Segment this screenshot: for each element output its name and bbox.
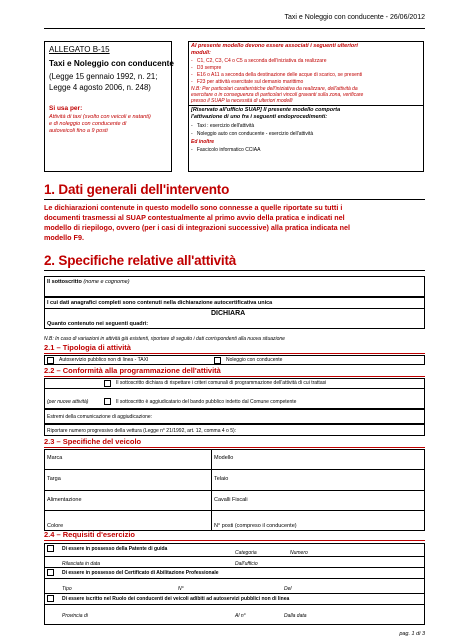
taxi-checkbox[interactable] [47, 357, 54, 364]
section-2-1-title: 2.1 – Tipologia di attività [44, 343, 131, 352]
info-item-4: - F23 per attività esercitate sul demanio marittimo [191, 79, 304, 85]
programmazione-divider-1 [44, 388, 425, 389]
section-2-title: 2. Specifiche relative all'attività [44, 253, 237, 268]
section-2-4-rule [44, 540, 425, 541]
requisiti-divider-5 [44, 604, 425, 605]
info-heading-1: Al presente modello devono essere associati i seguenti ulteriori [191, 43, 358, 49]
section-2-4-title: 2.4 – Requisiti d'esercizio [44, 530, 135, 539]
taxi-option-label: Autoservizio pubblico non di linea - TAXI [59, 357, 149, 363]
endo-item-2: - Noleggio auto con conducente - esercizio dell'attività [191, 131, 314, 137]
rispettare-checkbox[interactable] [104, 380, 111, 387]
ncc-option-label: Noleggio con conducente [226, 357, 283, 363]
ufficio-label: Dall'ufficio [235, 561, 258, 567]
uso-line-2: e di noleggio con conducente di [49, 121, 127, 127]
numero-label: Numero [290, 550, 308, 556]
allegato-law-1: (Legge 15 gennaio 1992, n. 21; [49, 72, 158, 81]
aggiudicatario-label: Il sottoscritto è aggiudicatario del bando pubblico indetto dal Comune competente [116, 399, 297, 405]
ruolo-label: Di essere iscritto nel Ruolo dei conducenti dei veicoli adibiti ad autoservizi pubblici non di linea [62, 596, 290, 602]
estremi-label: Estremi della comunicazione di aggiudicazione: [47, 414, 153, 420]
section-1-rule [44, 199, 425, 200]
targa-label: Targa [47, 476, 61, 482]
requisiti-divider-2 [44, 567, 425, 568]
nb-variazioni: N.B: In caso di variazioni in attività già esistenti, riportare di seguito i dati corrispondenti alla nuova situazione [44, 336, 285, 342]
section-2-2-rule [44, 376, 425, 377]
ncc-checkbox[interactable] [214, 357, 221, 364]
page-number: pag. 1 di 3 [399, 631, 425, 637]
info-nb-2: esercitare o in conseguenza di particolari vincoli gravanti sulla zona, verificare [191, 92, 364, 98]
tipo-label: Tipo [62, 586, 72, 592]
veicolo-row-divider-2 [44, 490, 425, 491]
section-1-text-3: modello di riepilogo, ovvero (per i casi di integrazioni successive) alla pratica indicata nel [44, 223, 350, 232]
patente-label: Di essere in possesso della Patente di guida [62, 546, 168, 552]
ruolo-checkbox[interactable] [47, 595, 54, 602]
posti-label: N° posti (compreso il conducente) [214, 523, 297, 529]
cap-label: Di essere in possesso del Certificato di Abilitazione Professionale [62, 570, 219, 576]
uso-line-1: Attività di taxi (svolto con veicoli e natanti) [49, 114, 151, 120]
veicolo-row-divider-3 [44, 510, 425, 511]
section-2-2-title: 2.2 – Conformità alla programmazione dell'attività [44, 366, 221, 375]
nuove-attivita-label: (per nuove attività) [47, 399, 89, 405]
aln-label: Al n° [235, 613, 246, 619]
cap-checkbox[interactable] [47, 569, 54, 576]
dichiara-label: DICHIARA [211, 310, 246, 317]
section-2-1-rule [44, 353, 425, 354]
ed-inoltre-label: Ed inoltre [191, 139, 215, 145]
header-rule [44, 28, 425, 29]
patente-checkbox[interactable] [47, 545, 54, 552]
info-nb-3: presso il SUAP la necessità di ulteriori modelli [191, 98, 293, 104]
sottoscritto-label: Il sottoscritto (nome e cognome) [47, 279, 130, 285]
data-label: Dalla data [284, 613, 307, 619]
aggiudicatario-checkbox[interactable] [104, 398, 111, 405]
n-label: N° [178, 586, 184, 592]
section-2-3-rule [44, 447, 425, 448]
info-item-2: - D3 sempre [191, 65, 222, 71]
colore-label: Colore [47, 523, 64, 529]
alimentazione-label: Alimentazione [47, 497, 82, 503]
telaio-label: Telaio [214, 476, 229, 482]
section-1-text-4: modello F9. [44, 233, 84, 242]
anagrafici-divider [44, 308, 425, 309]
categoria-label: Categoria [235, 550, 257, 556]
requisiti-divider-1 [44, 556, 425, 557]
del-label: Del [284, 586, 292, 592]
uso-heading: Si usa per: [49, 105, 83, 112]
rilasciata-label: Rilasciata in data [62, 561, 101, 567]
veicolo-row-divider-1 [44, 469, 425, 470]
extra-item: - Fascicolo informatico CCIAA [191, 147, 261, 153]
requisiti-divider-4 [44, 593, 425, 594]
uso-line-3: autoveicoli fino a 9 posti [49, 128, 108, 134]
section-1-text-2: documenti trasmessi al SUAP contestualmente al primo avvio della pratica e indicati nel [44, 213, 345, 222]
section-1-text-1: Le dichiarazioni contenute in questo modello sono connesse a quelle riportate su tutti i [44, 203, 343, 212]
reserved-heading-1: [Riservato all'ufficio SUAP] Il presente modello comporta [191, 107, 341, 113]
reserved-heading-2: l'attivazione di uno fra i seguenti endoprocedimenti: [191, 114, 328, 120]
quanto-label: Quanto contenuto nei seguenti quadri: [47, 321, 149, 327]
requisiti-divider-3 [44, 578, 425, 579]
page-header-title: Taxi e Noleggio con conducente - 26/06/2012 [284, 14, 425, 21]
section-2-3-title: 2.3 – Specifiche del veicolo [44, 437, 142, 446]
provincia-label: Provincia di [62, 613, 88, 619]
allegato-law-2: Legge 4 agosto 2006, n. 248) [49, 83, 151, 92]
section-2-rule [44, 270, 425, 271]
cavalli-label: Cavalli Fiscali [214, 497, 248, 503]
info-heading-2: moduli: [191, 50, 211, 56]
endo-item-1: - Taxi : esercizio dell'attività [191, 123, 255, 129]
anagrafici-label: I cui dati anagrafici completi sono contenuti nella dichiarazione autocertificativa unica [47, 300, 273, 306]
info-divider [188, 105, 424, 106]
rispettare-label: Il sottoscritto dichiara di rispettare i criteri comunali di programmazione dell'attività di cui trattasi [116, 380, 327, 386]
info-nb-1: N.B: Per particolari caratteristiche dell'iniziativa da realizzare, dell'attività da [191, 86, 358, 92]
modello-label: Modello [214, 455, 234, 461]
info-item-3: - E16 o A11 a seconda della destinazione delle acque di scarico, se presenti [191, 72, 363, 78]
allegato-code: ALLEGATO B-15 [49, 45, 110, 54]
riportare-label: Riportare numero progressivo della vettura (Legge n° 21/1992, art. 12, comma 4 o 5): [47, 428, 237, 434]
allegato-title: Taxi e Noleggio con conducente [49, 59, 174, 68]
info-item-1: - C1, C2, C3, C4 o C5 a seconda dell'iniziativa da realizzare [191, 58, 327, 64]
marca-label: Marca [47, 455, 63, 461]
section-1-title: 1. Dati generali dell'intervento [44, 182, 230, 197]
